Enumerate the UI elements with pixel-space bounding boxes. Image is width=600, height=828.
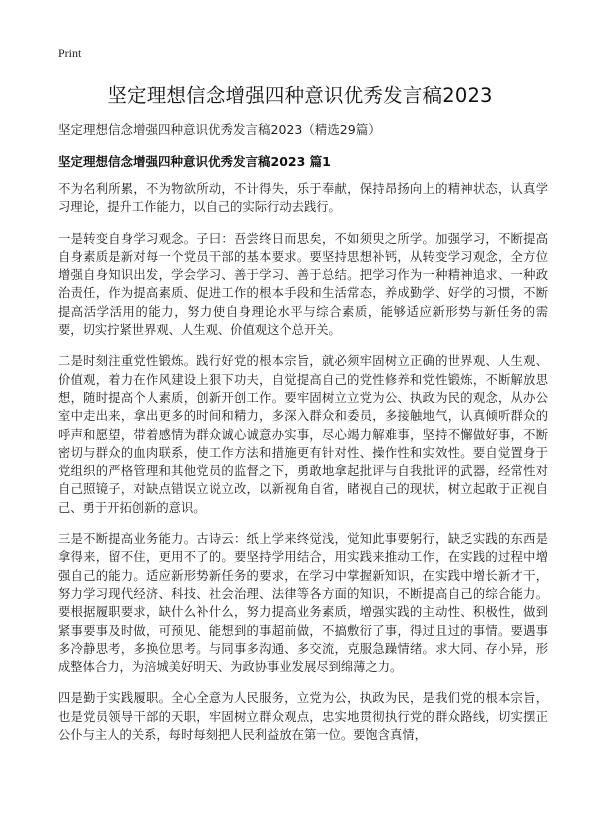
paragraph-business-ability: 三是不断提高业务能力。古诗云：纸上学来终觉浅，觉知此事要躬行，缺乏实践的东西是拿得来，留不住，更用不了的。要坚持学用结合，用实践来推动工作，在实践的过程中增强自己的能力。适应新形势新任务的要求，在学习中掌握新知识，在实践中增长新才干，努力学习现代经济、科技、社会治理、法律等各方面的知识，不断提高自己的综合能力。要根据履职要求，缺什么补什么，努力提高业务素质，增强实践的主动性、积极性，做到紧事要事及时做，可预见、能想到的事超前做，不搞敷衍了事，得过且过的事情。要遇事多冷静思考，多换位思考。与同事多沟通、多交流，克服急躁情绪。求大同、存小异，形成整体合力，为涪城美好明天、为政协事业发展尽到绵薄之力。	[58, 532, 548, 675]
document-body	[58, 180, 548, 757]
paragraph-party-spirit: 二是时刻注重党性锻炼。践行好党的根本宗旨，就必须牢固树立正确的世界观、人生观、价值观，着力在作风建设上狠下功夫，自觉提高自己的党性修养和党性锻炼，不断解放思想，随时提高个人素质，创新开创工作。要牢固树立立党为公、执政为民的观念，从办公室中走出来，拿出更多的时间和精力，多深入群众和委员，多接触地气，认真倾听群众的呼声和愿望，带着感情为群众诚心诚意办实事，尽心竭力解难事，坚持不懈做好事，不断密切与群众的血肉联系，使工作方法和措施更有针对性、操作性和实效性。要自觉置身于党组织的严格管理和其他党员的监督之下，勇敢地拿起批评与自我批评的武器，经常性对自己照镜子，对缺点错误立说立改，以新视角自省，睹视自己的现状，树立起敢于正视自己、勇于开拓创新的意识。	[58, 354, 548, 515]
paragraph-practice: 四是勤于实践履职。全心全意为人民服务，立党为公，执政为民，是我们党的根本宗旨，也是党员领导干部的天职，牢固树立群众观点，忠实地贯彻执行党的群众路线，切实摆正公仆与主人的关系，每时每刻把人民利益放在第一位。要饱含真情，	[58, 691, 548, 743]
section-heading: 坚定理想信念增强四种意识优秀发言稿2023 篇1	[58, 154, 331, 169]
document-subtitle: 坚定理想信念增强四种意识优秀发言稿2023（精选29篇）	[58, 122, 381, 137]
print-label: Print	[58, 46, 82, 60]
paragraph-study: 一是转变自身学习观念。子曰：吾尝终日而思矣，不如须臾之所学。加强学习，不断提高自身素质是新对每一个党员干部的基本要求。要坚持思想补钙，从转变学习观念，全方位增强自身知识出发，学会学习、善于学习、善于总结。把学习作为一种精神追求、一种政治责任，作为提高素质、促进工作的根本手段和生活常态，养成勤学、好学的习惯，不断提高活学活用的能力，努力使自身理论水平与综合素质，能够适应新形势与新任务的需要，切实拧紧世界观、人生观、价值观这个总开关。	[58, 231, 548, 338]
document-title: 坚定理想信念增强四种意识优秀发言稿2023	[107, 84, 493, 107]
paragraph-intro: 不为名利所累，不为物欲所动，不计得失，乐于奉献，保持昂扬向上的精神状态，认真学习理论，提升工作能力，以自己的实际行动去践行。	[58, 182, 548, 215]
